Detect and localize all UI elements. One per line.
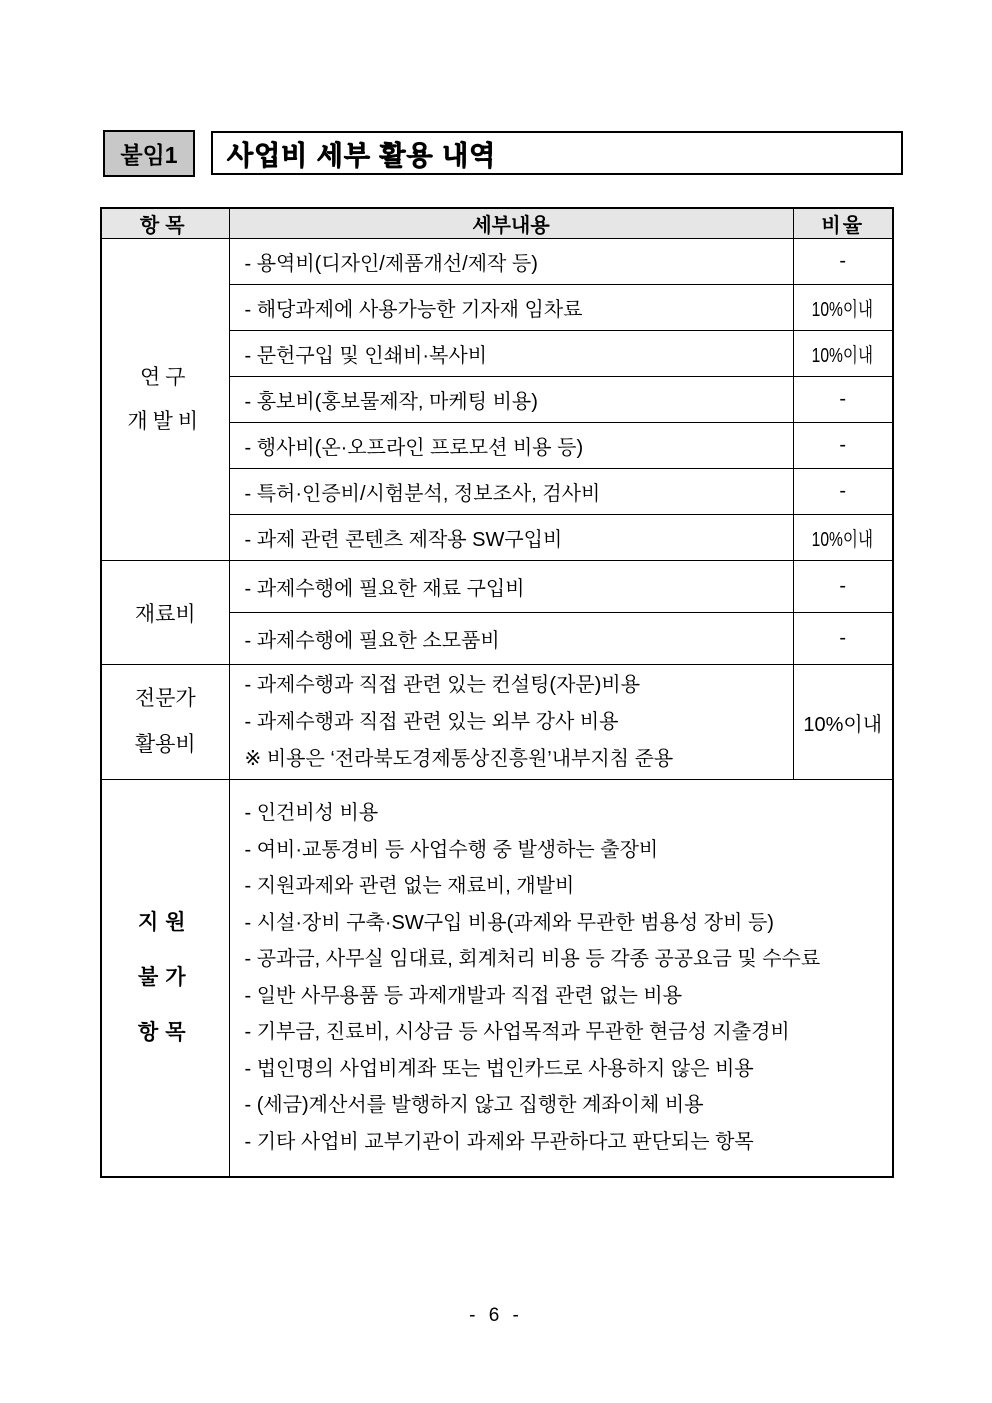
detail-line: ※ 비용은 ‘전라북도경제통상진흥원’내부지침 준용 [244, 747, 674, 770]
item-label-line: 활용비 [134, 733, 196, 756]
detail-line: - 법인명의 사업비계좌 또는 법인카드로 사용하지 않은 비용 [244, 1057, 754, 1080]
detail-cell [229, 665, 793, 780]
ratio-cell [793, 331, 893, 377]
item-label-line: 항목 [137, 1021, 193, 1045]
detail-cell: - 홍보비(홍보물제작, 마케팅 비용) [229, 377, 793, 423]
detail-line: - (세금)계산서를 발행하지 않고 집행한 계좌이체 비용 [244, 1094, 704, 1117]
table-row [101, 239, 893, 285]
ratio-cell: - [793, 561, 893, 613]
item-cell-expert [101, 665, 229, 780]
detail-line: - 기부금, 진료비, 시상금 등 사업목적과 무관한 현금성 지출경비 [244, 1021, 790, 1044]
detail-line: - 과제수행과 직접 관련 있는 컨설팅(자문)비용 [244, 673, 641, 696]
detail-line: - 시설·장비 구축·SW구입 비용(과제와 무관한 범용성 장비 등) [244, 911, 774, 934]
item-label-line: 재료비 [134, 602, 196, 626]
detail-cell: - 과제 관련 콘텐츠 제작용 SW구입비 [229, 515, 793, 561]
detail-cell: - 행사비(온·오프라인 프로모션 비용 등) [229, 423, 793, 469]
table-header-row [101, 208, 893, 239]
cost-breakdown-table [100, 207, 894, 1178]
detail-line: - 여비·교통경비 등 사업수행 중 발생하는 출장비 [244, 838, 659, 861]
ratio-cell: - [793, 239, 893, 285]
detail-line: - 인건비성 비용 [244, 802, 379, 825]
column-header-item: 항목 [101, 208, 229, 239]
item-label-line: 전문가 [134, 687, 196, 710]
document-title-box [211, 131, 903, 175]
ratio-cell: 10%이내 [793, 665, 893, 780]
ratio-cell [793, 285, 893, 331]
ratio-cell: - [793, 377, 893, 423]
attachment-label: 붙임1 [120, 142, 178, 168]
detail-cell: - 용역비(디자인/제품개선/제작 등) [229, 239, 793, 285]
detail-cell: - 과제수행에 필요한 소모품비 [229, 613, 793, 665]
ratio-cell: - [793, 469, 893, 515]
column-header-detail: 세부내용 [229, 208, 793, 239]
ratio-value: 10%이내 [812, 299, 874, 321]
ratio-cell [793, 515, 893, 561]
attachment-badge [103, 130, 195, 177]
ratio-value: 10%이내 [812, 345, 874, 367]
ratio-cell: - [793, 423, 893, 469]
item-label-line: 개발비 [127, 409, 204, 433]
table-row [101, 561, 893, 613]
table-row [101, 780, 893, 1177]
ratio-cell: - [793, 613, 893, 665]
detail-line: - 과제수행과 직접 관련 있는 외부 강사 비용 [244, 710, 619, 733]
detail-line: - 지원과제와 관련 없는 재료비, 개발비 [244, 875, 575, 898]
detail-line: - 기타 사업비 교부기관이 과제와 무관하다고 판단되는 항목 [244, 1130, 754, 1153]
detail-cell: - 해당과제에 사용가능한 기자재 임차료 [229, 285, 793, 331]
page-title: 사업비 세부 활용 내역 [227, 140, 497, 171]
ratio-value: 10%이내 [812, 529, 874, 551]
detail-cell: - 과제수행에 필요한 재료 구입비 [229, 561, 793, 613]
table-row [101, 665, 893, 780]
detail-line: - 일반 사무용품 등 과제개발과 직접 관련 없는 비용 [244, 984, 683, 1007]
detail-cell: - 문헌구입 및 인쇄비·복사비 [229, 331, 793, 377]
item-cell-rnd [101, 239, 229, 561]
detail-cell: - 특허·인증비/시험분석, 정보조사, 검사비 [229, 469, 793, 515]
item-cell-materials [101, 561, 229, 665]
detail-cell [229, 780, 893, 1177]
item-label-line: 불가 [137, 966, 193, 990]
detail-line: - 공과금, 사무실 임대료, 회계처리 비용 등 각종 공공요금 및 수수료 [244, 948, 821, 971]
item-cell-not-allowed [101, 780, 229, 1177]
page-number: - 6 - [469, 1305, 523, 1326]
item-label-line: 지원 [137, 911, 193, 935]
item-label-line: 연구 [139, 365, 191, 389]
column-header-ratio: 비율 [793, 208, 893, 239]
